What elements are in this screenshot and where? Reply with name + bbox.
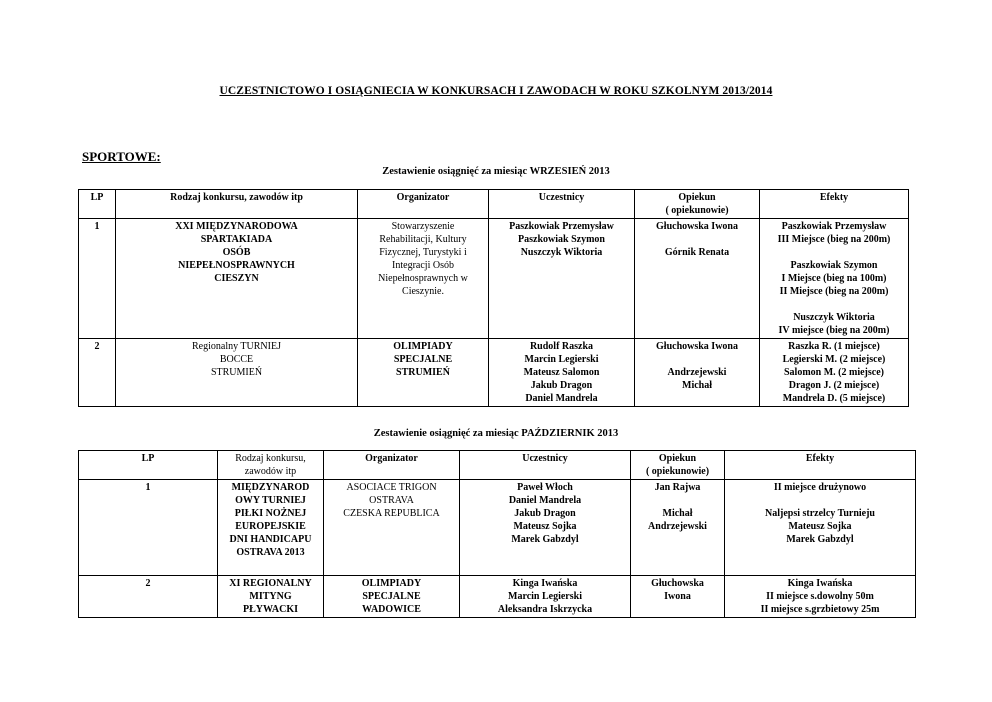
participant: Jakub Dragon [514,508,576,519]
header-guardian-line: Opiekun [678,192,716,203]
effect-line: Salomon M. (2 miejsce) [784,367,884,378]
header-guardian-line: ( opiekunowie) [645,466,710,477]
effect-line: II Miejsce (bieg na 200m) [779,286,889,297]
guardian: Głuchowska Iwona [656,221,738,232]
guardian: Andrzejewski [648,521,707,532]
participant: Nuszczyk Wiktoria [520,247,603,258]
effect-line: Nuszczyk Wiktoria [793,312,875,323]
organizer-line: Stowarzyszenie [391,221,455,232]
event-line: MIĘDZYNAROD [231,482,310,493]
event-line: PŁYWACKI [242,604,298,615]
cell-lp: 2 [79,339,116,407]
effect-line: Dragon J. (2 miejsce) [788,380,880,391]
participant: Jakub Dragon [530,380,593,391]
table1-caption: Zestawienie osiągnięć za miesiąc WRZESIEŃ 2013 [382,166,610,177]
participant: Kinga Iwańska [512,578,578,589]
organizer-line: SPECJALNE [362,591,421,602]
header-participants: Uczestnicy [489,190,635,219]
table-october [78,450,916,618]
event-line: XI REGIONALNY [229,578,312,589]
effect-line: Mandrela D. (5 miejsce) [782,393,886,404]
cell-event [116,339,358,407]
event-line: EUROPEJSKIE [235,521,306,532]
organizer-line: WADOWICE [362,604,421,615]
effect-line: III Miejsce (bieg na 200m) [777,234,891,245]
header-guardian [631,451,725,480]
event-line: XXI MIĘDZYNARODOWA [175,221,298,232]
cell-effects [725,576,916,618]
header-event-line: zawodów itp [244,466,297,477]
table-row [79,339,909,407]
cell-effects [725,480,916,576]
event-line: OSTRAVA 2013 [236,547,305,558]
effect-line: II miejsce s.grzbietowy 25m [760,604,880,615]
organizer-line: OLIMPIADY [393,341,453,352]
guardian: Głuchowska [651,578,704,589]
table2-caption: Zestawienie osiągnięć za miesiąc PAŹDZIERNIK 2013 [373,428,619,439]
organizer-line: Rehabilitacji, Kultury [379,234,467,245]
organizer-line: SPECJALNE [393,354,453,365]
table-september [78,189,909,407]
cell-organizer [324,576,460,618]
header-effects: Efekty [760,190,909,219]
event-line: CIESZYN [214,273,259,284]
cell-event [116,219,358,339]
participant: Daniel Mandrela [508,495,582,506]
header-guardian [635,190,760,219]
participant: Paweł Włoch [517,482,573,493]
organizer-line: Cieszynie. [402,286,444,297]
cell-event [218,480,324,576]
header-effects: Efekty [725,451,916,480]
participant: Mateusz Salomon [523,367,600,378]
event-line: SPARTAKIADA [200,234,273,245]
effect-line: Paszkowiak Szymon [790,260,878,271]
effect-line: Mateusz Sojka [788,521,852,532]
header-event-line: Rodzaj konkursu, [235,453,306,464]
table-row [79,576,916,618]
participant: Paszkowiak Przemysław [509,221,614,232]
organizer-line: ASOCIACE TRIGON [346,482,437,493]
table-header-row [79,190,909,219]
header-participants: Uczestnicy [460,451,631,480]
event-line: OWY TURNIEJ [235,495,306,506]
participant: Paszkowiak Szymon [518,234,605,245]
cell-participants [489,219,635,339]
event-line: BOCCE [219,354,254,365]
organizer-line: Niepełnosprawnych w [378,273,468,284]
document-title: UCZESTNICTOWO I OSIĄGNIECIA W KONKURSACH I ZAWODACH W ROKU SZKOLNYM 2013/2014 [219,85,773,97]
event-line: OSÓB [222,247,251,258]
header-lp: LP [79,190,116,219]
event-line: STRUMIEŃ [210,367,263,378]
header-lp: LP [79,451,218,480]
guardian: Michał [682,380,712,391]
header-guardian-line: ( opiekunowie) [665,205,729,216]
cell-participants [460,576,631,618]
effect-line: II miejsce drużynowo [773,482,867,493]
organizer-line: STRUMIEŃ [396,367,450,378]
cell-effects [760,339,909,407]
guardian: Andrzejewski [667,367,727,378]
effect-line: Kinga Iwańska [787,578,853,589]
header-organizer: Organizator [324,451,460,480]
cell-guardian [635,339,760,407]
cell-participants [460,480,631,576]
section-heading: SPORTOWE: [82,149,161,164]
effect-line: Paszkowiak Przemysław [781,221,887,232]
guardian: Górnik Renata [664,247,730,258]
guardian: Jan Rajwa [654,482,701,493]
header-guardian-line: Opiekun [658,453,697,464]
guardian: Michał [662,508,693,519]
effect-line: IV miejsce (bieg na 200m) [778,325,890,336]
cell-organizer [358,339,489,407]
cell-lp: 1 [79,219,116,339]
cell-lp: 2 [79,576,218,618]
cell-guardian [631,480,725,576]
cell-organizer [358,219,489,339]
participant: Daniel Mandrela [525,393,598,404]
table-row [79,480,916,576]
cell-guardian [631,576,725,618]
effect-line: Raszka R. (1 miejsce) [788,341,880,352]
effect-line: II miejsce s.dowolny 50m [766,591,874,602]
organizer-line: Fizycznej, Turystyki i [379,247,467,258]
participant: Aleksandra Iskrzycka [497,604,593,615]
header-event: Rodzaj konkursu, zawodów itp [116,190,358,219]
table-row [79,219,909,339]
participant: Mateusz Sojka [513,521,577,532]
header-organizer: Organizator [358,190,489,219]
effect-line: Naljepsi strzelcy Turnieju [765,508,875,519]
event-line: PIŁKI NOŻNEJ [234,508,307,519]
event-line: Regionalny TURNIEJ [192,341,281,352]
participant: Rudolf Raszka [529,341,594,352]
cell-organizer [324,480,460,576]
participant: Marek Gabzdyl [511,534,579,545]
cell-participants [489,339,635,407]
effect-line: Marek Gabzdyl [786,534,854,545]
guardian: Iwona [664,591,691,602]
effect-line: I Miejsce (bieg na 100m) [781,273,887,284]
organizer-line: OLIMPIADY [361,578,422,589]
event-line: DNI HANDICAPU [229,534,312,545]
cell-guardian [635,219,760,339]
organizer-line: CZESKA REPUBLICA [343,508,440,519]
organizer-line: OSTRAVA [369,495,414,506]
event-line: MITYNG [249,591,292,602]
cell-lp: 1 [79,480,218,576]
participant: Marcin Legierski [524,354,599,365]
header-event [218,451,324,480]
participant: Marcin Legierski [508,591,582,602]
cell-event [218,576,324,618]
table-header-row [79,451,916,480]
cell-effects [760,219,909,339]
guardian: Głuchowska Iwona [656,341,738,352]
event-line: NIEPEŁNOSPRAWNYCH [178,260,295,271]
organizer-line: Integracji Osób [392,260,454,271]
effect-line: Legierski M. (2 miejsce) [782,354,886,365]
